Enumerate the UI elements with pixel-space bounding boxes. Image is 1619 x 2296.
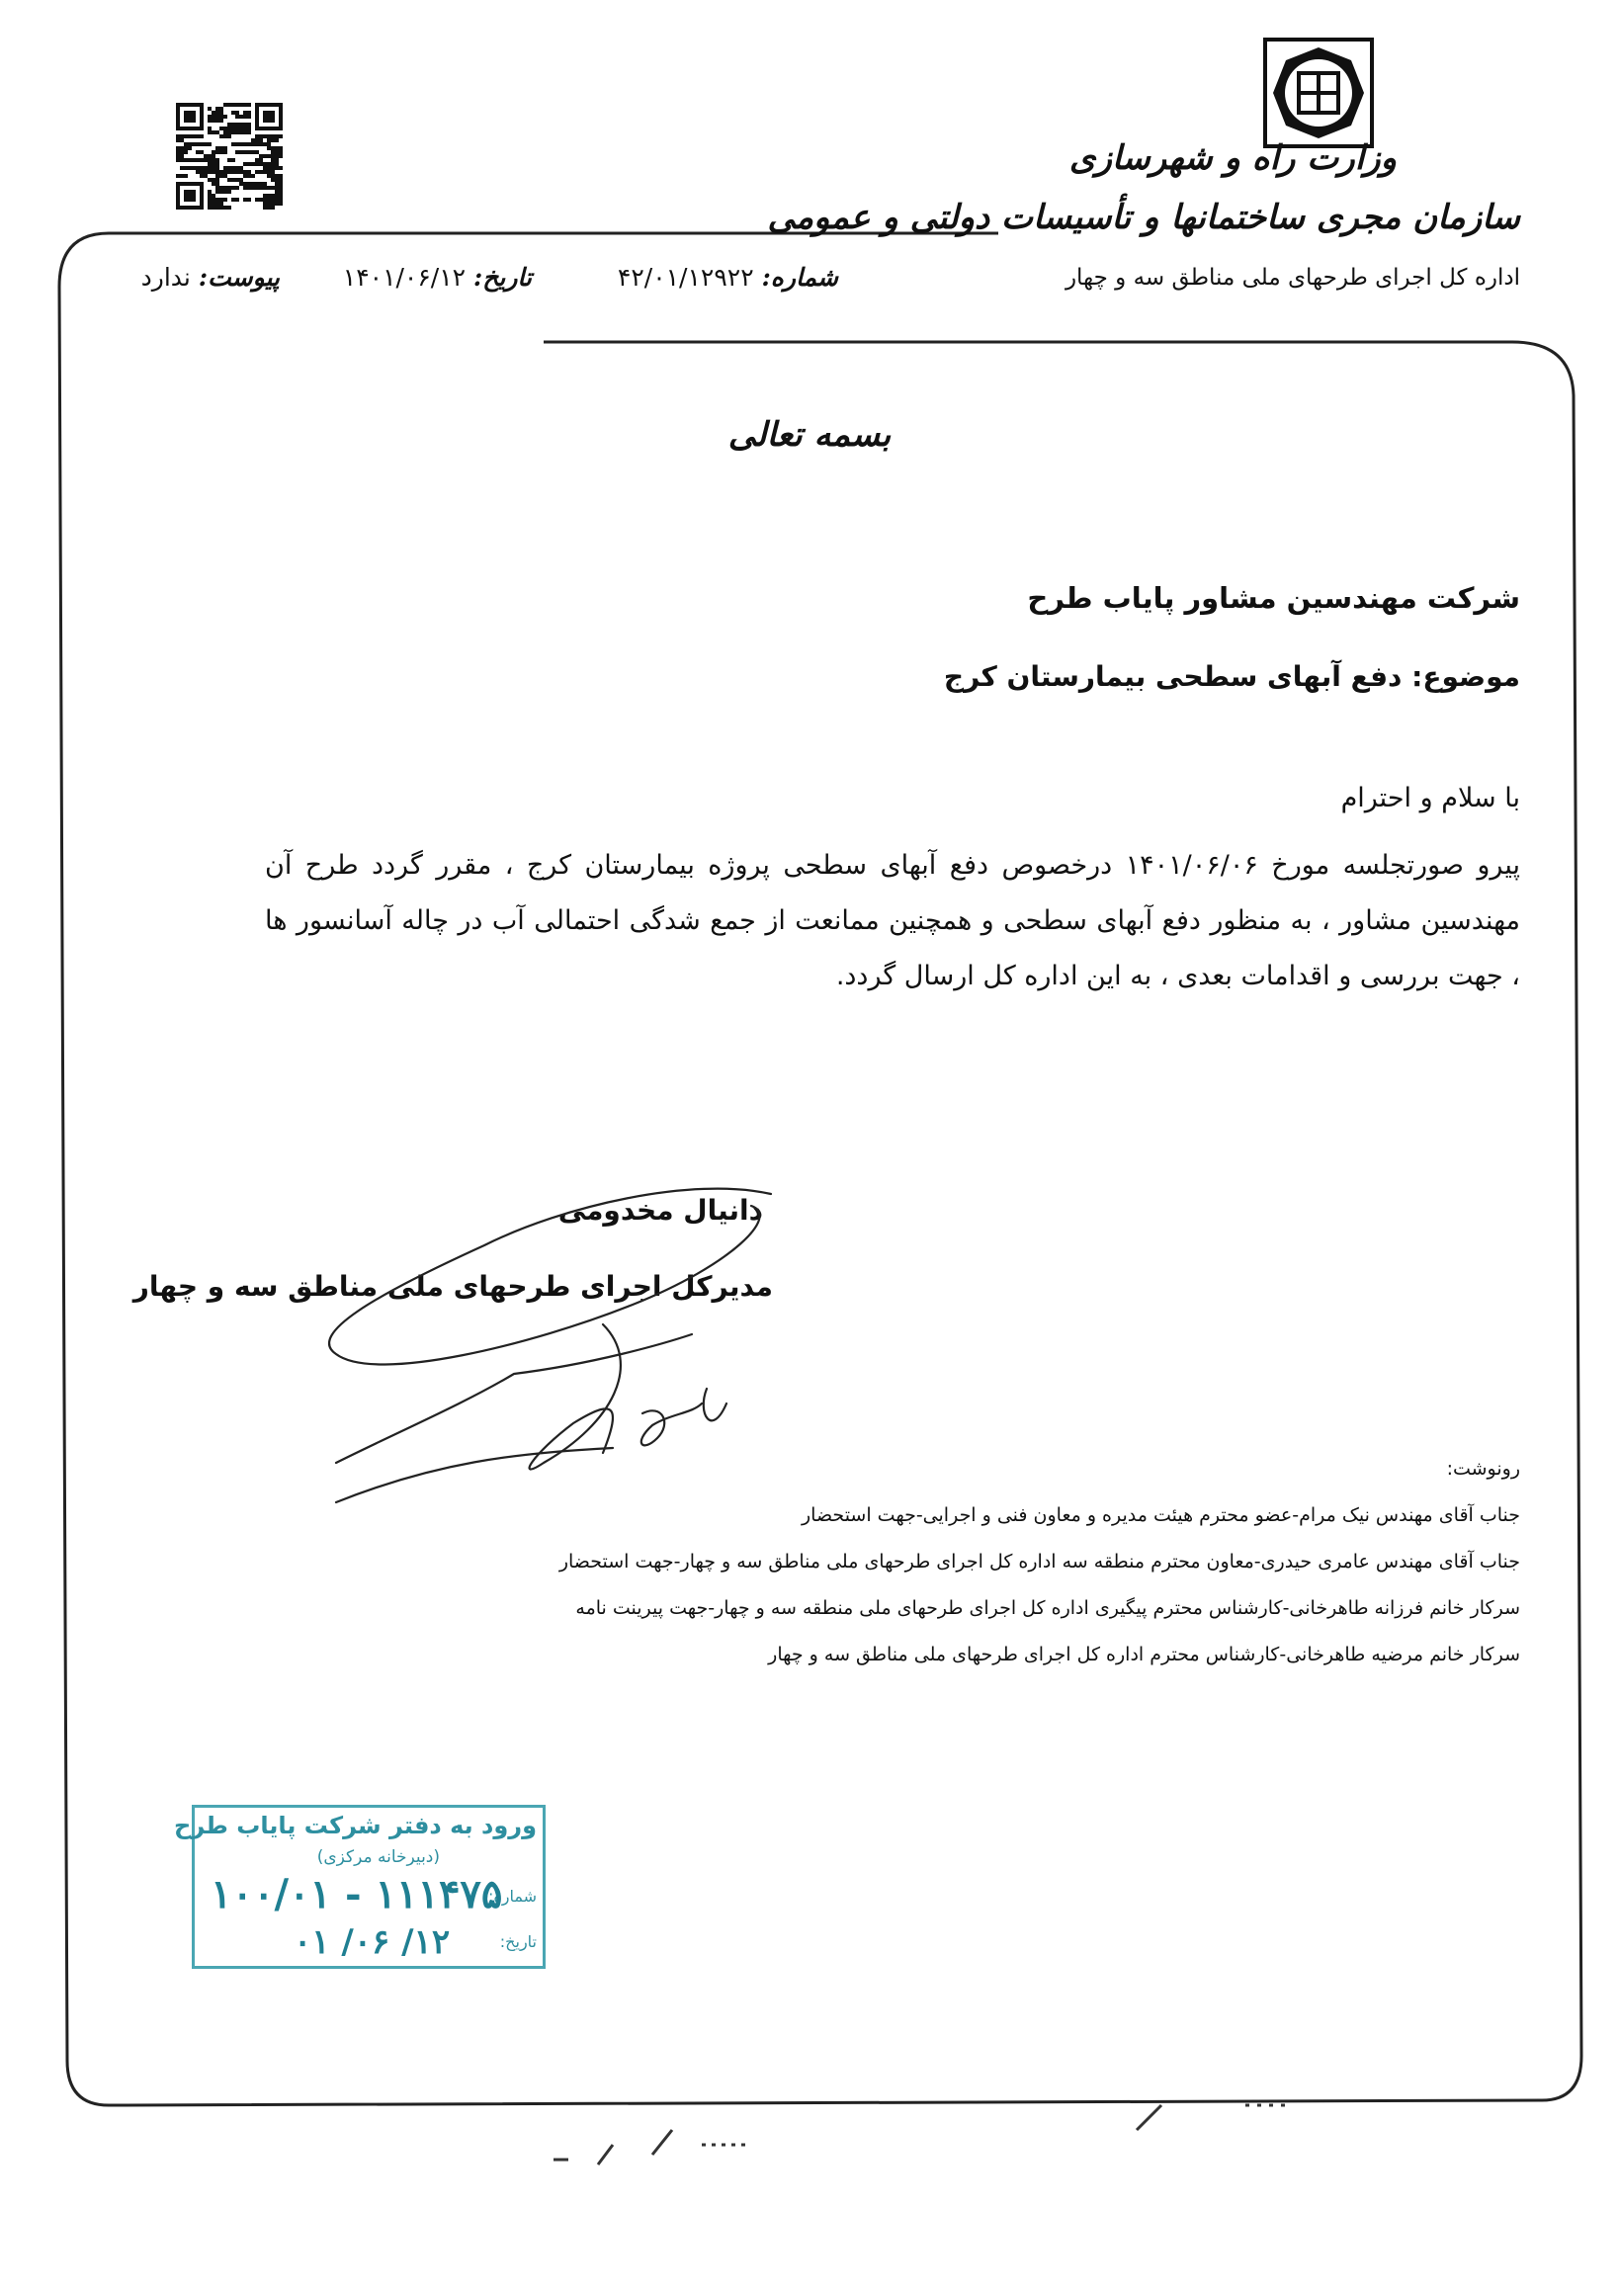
ministry-name: وزارت راه و شهرسازی (1068, 138, 1397, 178)
subject-line (944, 660, 1520, 693)
stamp-title: ورود به دفتر شرکت پایاب طرح (174, 1812, 537, 1839)
stamp-date-value: ۰۱ /۰۶ /۱۲ (294, 1922, 451, 1962)
handwritten-signature (316, 1166, 830, 1532)
letter-attachment-value: ندارد (140, 263, 191, 292)
qr-code (176, 103, 283, 210)
scan-marks (554, 2105, 1285, 2165)
cc-item: جناب آقای مهندس عامری حیدری-معاون محترم منطقه سه اداره کل اجرای طرحهای ملی مناطق سه و چهار-جهت استحضار (558, 1551, 1520, 1573)
letter-date-value: ۱۴۰۱/۰۶/۱۲ (342, 263, 467, 292)
bismillah-heading: بسمه تعالی (727, 415, 892, 455)
signer-name: دانیال مخدومی (557, 1194, 763, 1227)
letter-attachment-label: پیوست: (198, 263, 280, 292)
letter-number (618, 263, 838, 292)
subject-label: موضوع: (1411, 660, 1520, 693)
stamp-subtitle: (دبیرخانه مرکزی) (316, 1847, 440, 1867)
department-name: اداره کل اجرای طرحهای ملی مناطق سه و چهار (1065, 265, 1520, 291)
recipient: شرکت مهندسین مشاور پایاب طرح (1027, 581, 1520, 615)
subject-value: دفع آبهای سطحی بیمارستان کرج (943, 660, 1403, 693)
ministry-logo-icon (1263, 38, 1374, 148)
letter-date (343, 263, 532, 292)
letter-attachment (141, 263, 280, 292)
letter-date-label: تاریخ: (473, 263, 532, 292)
letter-body: پیرو صورتجلسه مورخ ۱۴۰۱/۰۶/۰۶ درخصوص دفع آبهای سطحی پروژه بیمارستان کرج ، مقرر گردد طرح آن مهندسین مشاور ، به منظور دفع آبهای سطحی و همچنین ممانعت از جمع شدگی احتمالی آب در چاله آسانسور ها ، جهت بررسی و اقدامات بعدی ، به این اداره کل ارسال گردد. (265, 850, 1520, 991)
received-stamp (174, 1805, 546, 1969)
signer-title: مدیرکل اجرای طرحهای ملی مناطق سه و چهار (132, 1270, 773, 1303)
greeting: با سلام و احترام (1340, 783, 1520, 813)
cc-item: جناب آقای مهندس نیک مرام-عضو محترم هیئت مدیره و معاون فنی و اجرایی-جهت استحضار (801, 1504, 1520, 1526)
letter-number-label: شماره: (761, 263, 838, 292)
cc-item: سرکار خانم فرزانه طاهرخانی-کارشناس محترم پیگیری اداره کل اجرای طرحهای ملی منطقه سه و چهار-جهت پیرینت نامه (575, 1597, 1520, 1619)
stamp-number-value: ۱۰۰/۰۱ - ۱۱۱۴۷۵ (211, 1871, 503, 1917)
cc-item: سرکار خانم مرضیه طاهرخانی-کارشناس محترم اداره کل اجرای طرحهای ملی مناطق سه و چهار (768, 1644, 1520, 1665)
stamp-date-label: تاریخ: (499, 1932, 537, 1951)
letter-number-value: ۴۲/۰۱/۱۲۹۲۲ (617, 263, 754, 292)
stamp-number-label: شماره: (487, 1887, 537, 1906)
organization-name: سازمان مجری ساختمانها و تأسیسات دولتی و عمومی (767, 198, 1520, 237)
cc-label: رونوشت: (1446, 1458, 1520, 1480)
